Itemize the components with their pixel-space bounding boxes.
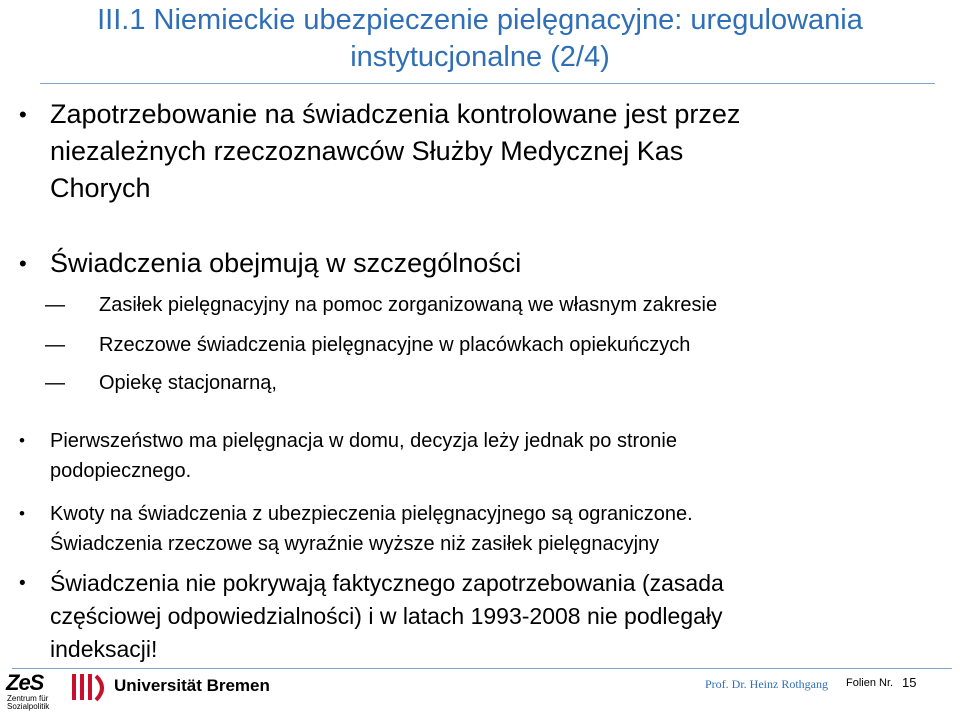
bullet-line: Świadczenia nie pokrywają faktycznego zapotrzebowania (zasada [50, 570, 724, 596]
bullet-line: Świadczenia obejmują w szczególności [50, 248, 522, 278]
sub-bullet-item [45, 293, 718, 317]
sub-bullet-text: Zasiłek pielęgnacyjny na pomoc zorganizowaną we własnym zakresie [99, 294, 718, 316]
sub-bullet-text: Opiekę stacjonarną, [99, 372, 277, 394]
crest-arc [96, 676, 102, 700]
university-crest-icon [70, 670, 110, 706]
bullet-dot: • [19, 431, 25, 450]
bullet-line: podopiecznego. [50, 460, 192, 482]
bullet-line: niezależnych rzeczoznawców Służby Medycznej Kas [50, 136, 684, 166]
bullet-item [19, 426, 677, 486]
crest-bar [72, 674, 76, 700]
sub-bullet-dash: — [45, 294, 65, 316]
bullet-dot: • [19, 251, 27, 276]
bullet-line: Kwoty na świadczenia z ubezpieczenia pielęgnacyjnego są ograniczone. [50, 503, 693, 525]
sub-bullet-text: Rzeczowe świadczenia pielęgnacyjne w placówkach opiekuńczych [99, 334, 691, 356]
bullet-line: Zapotrzebowanie na świadczenia kontrolowane jest przez [50, 99, 741, 129]
bullet-line: Świadczenia rzeczowe są wyraźnie wyższe niż zasiłek pielęgnacyjny [50, 533, 660, 555]
sub-bullet-dash: — [45, 372, 65, 394]
bullet-item [19, 567, 724, 666]
sub-bullet-item [45, 371, 277, 395]
crest-bar [88, 674, 92, 700]
slide-number-label: Folien Nr. [846, 677, 894, 689]
bullet-dot: • [19, 573, 26, 594]
bullet-dot: • [19, 102, 27, 127]
author-name: Prof. Dr. Heinz Rothgang [705, 677, 828, 691]
zes-logo-subtitle [7, 695, 49, 711]
bullet-dot: • [19, 504, 25, 523]
title-divider [40, 83, 935, 84]
bullet-item [19, 499, 693, 559]
slide-title-line-1: III.1 Niemieckie ubezpieczenie pielęgnacyjne: uregulowania [97, 4, 863, 36]
zes-subtitle-line-1: Zentrum für [7, 694, 49, 703]
bullet-line: Pierwszeństwo ma pielęgnacja w domu, decyzja leży jednak po stronie [50, 430, 677, 452]
bullet-line: częściowej odpowiedzialności) i w latach 1993-2008 nie podlegały [50, 603, 723, 629]
slide-title-line-2: instytucjonalne (2/4) [350, 41, 610, 73]
sub-bullet-dash: — [45, 334, 65, 356]
slide-number: 15 [902, 675, 917, 690]
slide-title [0, 2, 960, 76]
crest-bar [80, 674, 84, 700]
footer-divider [12, 668, 952, 669]
bullet-line: indeksacji! [50, 636, 158, 662]
zes-logo-text: ZeS [6, 670, 44, 695]
university-name: Universität Bremen [114, 676, 270, 695]
bullet-item [19, 96, 741, 207]
zes-logo [4, 670, 64, 712]
sub-bullet-item [45, 333, 691, 357]
bullet-item [19, 245, 522, 282]
zes-subtitle-line-2: Sozialpolitik [7, 702, 50, 711]
bullet-line: Chorych [50, 173, 151, 203]
